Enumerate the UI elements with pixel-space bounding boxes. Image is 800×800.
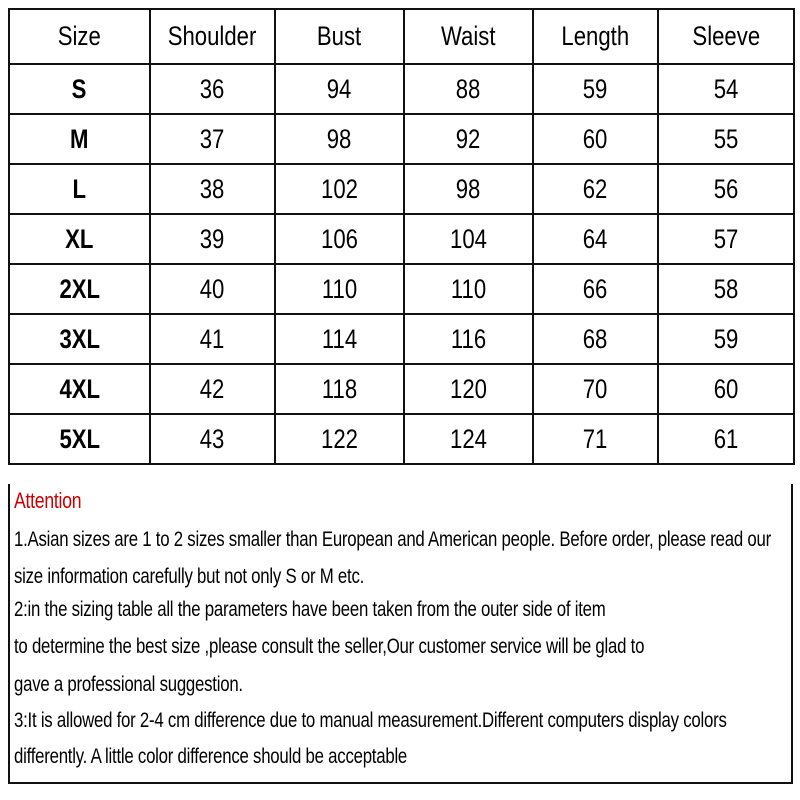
column-header-size: Size <box>9 9 150 64</box>
shoulder-cell: 38 <box>150 164 275 214</box>
shoulder-cell: 41 <box>150 314 275 364</box>
length-cell: 62 <box>533 164 658 214</box>
shoulder-cell: 36 <box>150 64 275 114</box>
column-header-shoulder: Shoulder <box>150 9 275 64</box>
note-line: gave a professional suggestion. <box>14 673 243 696</box>
waist-cell: 116 <box>404 314 533 364</box>
column-header-length: Length <box>533 9 658 64</box>
note-line: 3:It is allowed for 2-4 cm difference due to manual measurement.Different computers display colors <box>14 709 727 732</box>
note-line: 1.Asian sizes are 1 to 2 sizes smaller than European and American people. Before order, please read our <box>14 528 771 551</box>
sleeve-cell: 57 <box>658 214 794 264</box>
sleeve-cell: 59 <box>658 314 794 364</box>
note-line: differently. A little color difference should be acceptable <box>14 745 408 768</box>
bust-cell: 98 <box>275 114 404 164</box>
size-table <box>8 8 795 465</box>
size-cell: 4XL <box>9 364 150 414</box>
sleeve-cell: 56 <box>658 164 794 214</box>
table-row <box>9 164 794 214</box>
waist-cell: 88 <box>404 64 533 114</box>
note-line: to determine the best size ,please consult the seller,Our customer service will be glad to <box>14 635 645 658</box>
sleeve-cell: 55 <box>658 114 794 164</box>
table-row <box>9 364 794 414</box>
length-cell: 68 <box>533 314 658 364</box>
size-cell: M <box>9 114 150 164</box>
shoulder-cell: 40 <box>150 264 275 314</box>
size-cell: S <box>9 64 150 114</box>
bust-cell: 102 <box>275 164 404 214</box>
sleeve-cell: 60 <box>658 364 794 414</box>
column-header-waist: Waist <box>404 9 533 64</box>
bust-cell: 122 <box>275 414 404 464</box>
length-cell: 66 <box>533 264 658 314</box>
size-cell: 2XL <box>9 264 150 314</box>
table-row <box>9 214 794 264</box>
note-line: size information carefully but not only S or M etc. <box>14 565 365 588</box>
column-header-sleeve: Sleeve <box>658 9 794 64</box>
bust-cell: 110 <box>275 264 404 314</box>
length-cell: 64 <box>533 214 658 264</box>
waist-cell: 92 <box>404 114 533 164</box>
size-cell: XL <box>9 214 150 264</box>
bust-cell: 114 <box>275 314 404 364</box>
shoulder-cell: 39 <box>150 214 275 264</box>
waist-cell: 124 <box>404 414 533 464</box>
attention-notes <box>8 484 793 784</box>
attention-title: Attention <box>14 488 82 513</box>
waist-cell: 120 <box>404 364 533 414</box>
note-line: 2:in the sizing table all the parameters have been taken from the outer side of item <box>14 598 606 621</box>
table-row <box>9 264 794 314</box>
column-header-bust: Bust <box>275 9 404 64</box>
length-cell: 71 <box>533 414 658 464</box>
table-body <box>9 64 794 464</box>
shoulder-cell: 37 <box>150 114 275 164</box>
bust-cell: 106 <box>275 214 404 264</box>
size-cell: 3XL <box>9 314 150 364</box>
shoulder-cell: 43 <box>150 414 275 464</box>
table-header-row <box>9 9 794 64</box>
sleeve-cell: 58 <box>658 264 794 314</box>
table-row <box>9 114 794 164</box>
table-row <box>9 314 794 364</box>
length-cell: 70 <box>533 364 658 414</box>
size-cell: 5XL <box>9 414 150 464</box>
length-cell: 60 <box>533 114 658 164</box>
table-row <box>9 414 794 464</box>
waist-cell: 98 <box>404 164 533 214</box>
size-cell: L <box>9 164 150 214</box>
waist-cell: 104 <box>404 214 533 264</box>
length-cell: 59 <box>533 64 658 114</box>
sleeve-cell: 54 <box>658 64 794 114</box>
bust-cell: 94 <box>275 64 404 114</box>
sleeve-cell: 61 <box>658 414 794 464</box>
waist-cell: 110 <box>404 264 533 314</box>
shoulder-cell: 42 <box>150 364 275 414</box>
bust-cell: 118 <box>275 364 404 414</box>
table-row <box>9 64 794 114</box>
